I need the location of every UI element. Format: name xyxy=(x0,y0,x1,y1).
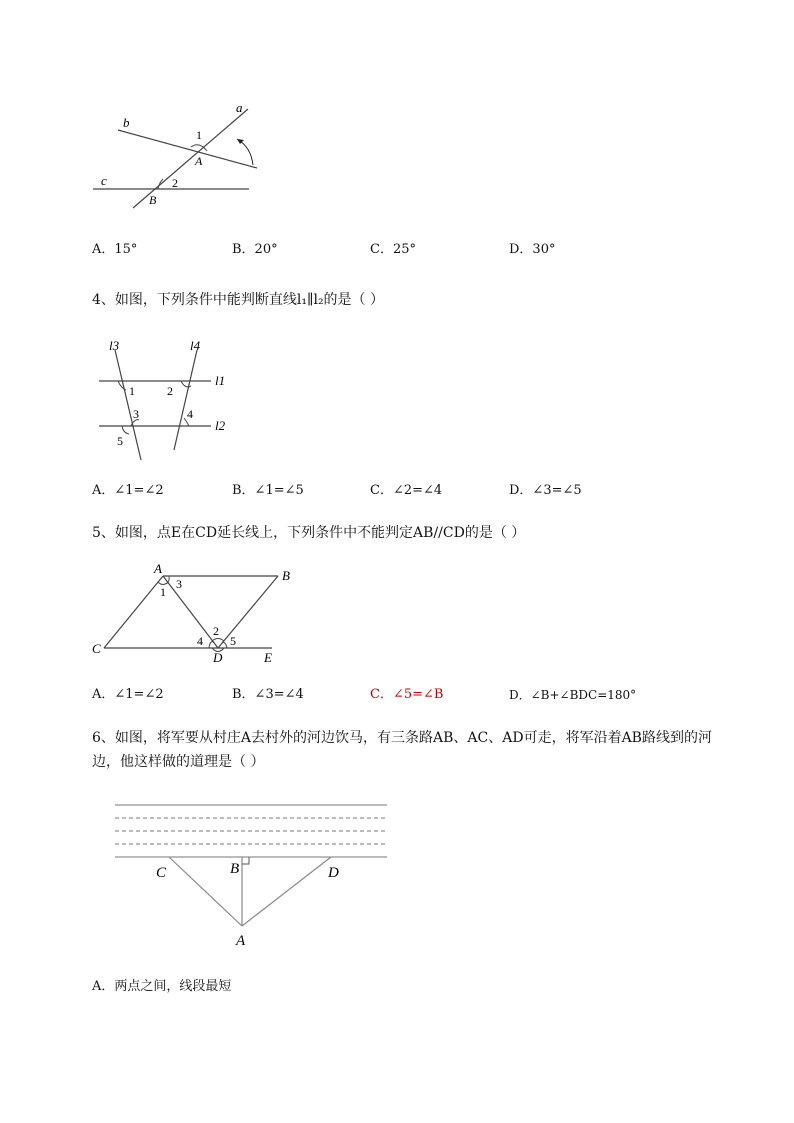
label-c: c xyxy=(101,173,107,188)
q4-option-a: A．∠1=∠2 xyxy=(92,483,164,498)
line-l2-label: l2 xyxy=(215,418,226,433)
angle-2-label: 2 xyxy=(167,384,173,398)
label-b: b xyxy=(123,115,130,130)
q4-question: 4、如图，下列条件中能判断直线l₁∥l₂的是（ ） xyxy=(92,292,385,308)
figure-q4 xyxy=(95,338,245,463)
q3-option-a: A．15° xyxy=(92,242,138,257)
figure-q6 xyxy=(110,795,395,955)
angle-3-label: 3 xyxy=(176,577,182,591)
q4-option-b: B．∠1=∠5 xyxy=(232,483,304,498)
point-a-label: A xyxy=(236,933,246,949)
point-d-label: D xyxy=(213,650,223,665)
q5-option-d: D．∠B+∠BDC=180° xyxy=(509,688,637,702)
angle-1-label: 1 xyxy=(129,384,135,398)
angle-1-label: 1 xyxy=(160,585,166,599)
point-b-label: B xyxy=(230,861,240,877)
figure-q5 xyxy=(88,560,288,670)
point-b-label: B xyxy=(282,568,290,583)
point-a-label: A xyxy=(154,561,162,576)
q4-option-d: D．∠3=∠5 xyxy=(509,483,582,498)
figure-q3 xyxy=(85,95,270,215)
angle-4-label: 4 xyxy=(187,407,193,421)
point-c-label: C xyxy=(92,641,101,656)
angle-5-label: 5 xyxy=(230,634,236,648)
q5-question: 5、如图，点E在CD延长线上，下列条件中不能判定AB//CD的是（ ） xyxy=(92,525,526,541)
q4-option-c: C．∠2=∠4 xyxy=(370,483,443,498)
angle-2-label: 2 xyxy=(172,176,178,190)
angle-5-label: 5 xyxy=(117,434,123,448)
q5-option-b: B．∠3=∠4 xyxy=(232,687,304,702)
angle-1-label: 1 xyxy=(196,128,202,142)
point-b-label: B xyxy=(149,193,157,207)
q6-option-a: A．两点之间，线段最短 xyxy=(92,979,232,994)
angle-3-label: 3 xyxy=(133,407,139,421)
q6-question-line1: 6、如图，将军要从村庄A去村外的河边饮马，有三条路AB、AC、AD可走，将军沿着AB路线到的河 xyxy=(92,730,712,746)
point-d-label: D xyxy=(328,865,339,881)
q5-option-a: A．∠1=∠2 xyxy=(92,687,164,702)
q3-option-b: B．20° xyxy=(232,242,278,257)
q3-option-d: D．30° xyxy=(509,242,556,257)
line-l1-label: l1 xyxy=(215,373,226,388)
point-c-label: C xyxy=(156,865,167,881)
label-a: a xyxy=(236,100,243,115)
line-l3-label: l3 xyxy=(109,338,120,353)
angle-2-label: 2 xyxy=(213,624,219,638)
q6-question-line2: 边，他这样做的道理是（ ） xyxy=(92,754,265,770)
line-l4-label: l4 xyxy=(190,338,201,353)
angle-4-label: 4 xyxy=(197,634,203,648)
point-a-label: A xyxy=(195,154,203,168)
point-e-label: E xyxy=(264,650,272,665)
q5-option-c: C．∠5=∠B xyxy=(370,687,444,702)
q3-option-c: C．25° xyxy=(370,242,416,257)
